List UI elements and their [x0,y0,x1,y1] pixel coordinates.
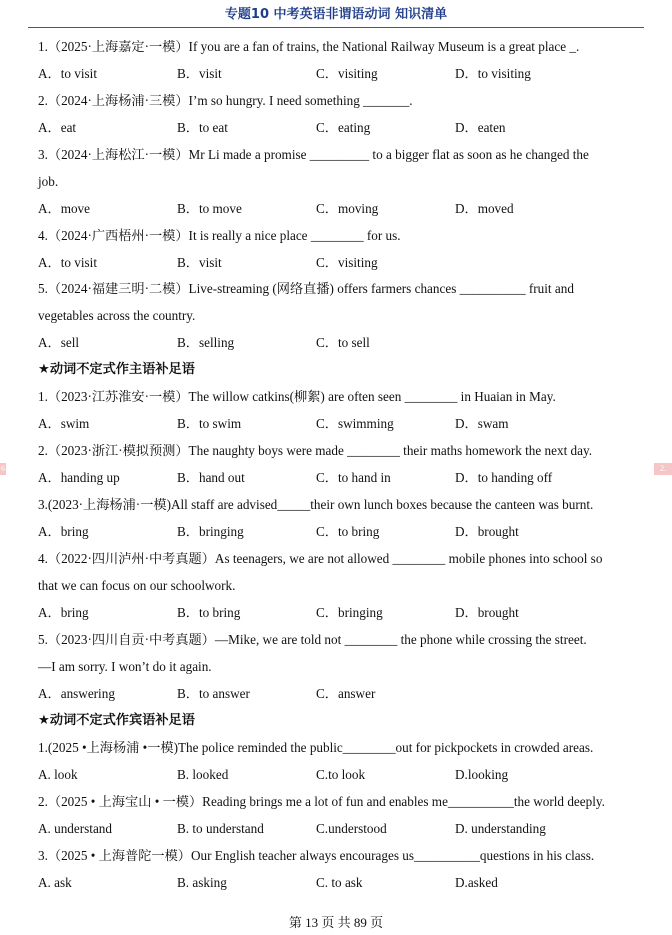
options-row [38,120,638,136]
question-stem: 2.（2025 • 上海宝山 • 一模）Reading brings me a lot of fun and enables me__________the world deeply. [38,794,605,809]
options-row [38,524,638,540]
option-d[interactable]: D. understanding [455,821,546,836]
option-d[interactable]: D．swam [455,416,509,431]
question-stem-cont: job. [38,174,59,189]
option-a[interactable]: A．answering [38,686,115,701]
header-rule [28,27,644,28]
option-c[interactable]: C.understood [316,821,387,836]
question-stem-cont: —I am sorry. I won’t do it again. [38,659,212,674]
option-d[interactable]: D．eaten [455,120,506,135]
option-a[interactable]: A. ask [38,875,72,890]
section-title: ★动词不定式作主语补足语 [38,362,195,377]
question-stem: 1.(2025 •上海杨浦 •一模)The police reminded the public________out for pickpockets in crowded areas. [38,740,594,755]
option-d[interactable]: D．to handing off [455,470,553,485]
option-c[interactable]: C．to bring [316,524,380,539]
question-stem-cont: that we can focus on our schoolwork. [38,578,236,593]
option-c[interactable]: C．to sell [316,335,370,350]
option-d[interactable]: D.asked [455,875,498,890]
option-c[interactable]: C. to ask [316,875,363,890]
option-d[interactable]: D．brought [455,524,519,539]
option-b[interactable]: B. to understand [177,821,264,836]
option-b[interactable]: B. looked [177,767,229,782]
option-c[interactable]: C．answer [316,686,376,701]
right-edge-mark: 2. [654,463,672,475]
question-stem: 5.（2023·四川自贡·中考真题）—Mike, we are told not ________ the phone while crossing the street. [38,632,587,647]
option-b[interactable]: B．visit [177,255,222,270]
options-row [38,416,638,432]
option-c[interactable]: C．visiting [316,66,378,81]
option-d[interactable]: D．brought [455,605,519,620]
options-row [38,767,638,783]
option-b[interactable]: B．to answer [177,686,250,701]
options-row [38,66,638,82]
page-number-footer: 第 13 页 共 89 页 [288,915,384,930]
option-a[interactable]: A．to visit [38,66,97,81]
option-a[interactable]: A．eat [38,120,77,135]
option-a[interactable]: A. understand [38,821,112,836]
option-b[interactable]: B．to swim [177,416,242,431]
options-row [38,686,638,702]
option-c[interactable]: C．eating [316,120,371,135]
option-b[interactable]: B．to bring [177,605,241,620]
question-stem: 1.（2023·江苏淮安·一模）The willow catkins(柳絮) are often seen ________ in Huaian in May. [38,389,556,404]
option-a[interactable]: A．swim [38,416,90,431]
question-stem: 3.（2024·上海松江·一模）Mr Li made a promise _________ to a bigger flat as soon as he changed the [38,147,589,162]
question-stem: 2.（2024·上海杨浦·三模）I’m so hungry. I need something _______. [38,93,413,108]
left-edge-mark: 6 [1,464,5,473]
question-stem: 4.（2022·四川泸州·中考真题）As teenagers, we are not allowed ________ mobile phones into school so [38,551,603,566]
option-a[interactable]: A．to visit [38,255,97,270]
options-row [38,875,638,891]
question-stem: 4.（2024·广西梧州·一模）It is really a nice place ________ for us. [38,228,401,243]
option-c[interactable]: C．visiting [316,255,378,270]
question-stem: 3.（2025 • 上海普陀一模）Our English teacher always encourages us__________questions in his class. [38,848,595,863]
question-stem: 5.（2024·福建三明·二模）Live-streaming (网络直播) offers farmers chances __________ fruit and [38,281,574,296]
options-row [38,605,638,621]
option-a[interactable]: A. look [38,767,78,782]
section-title: ★动词不定式作宾语补足语 [38,713,195,728]
option-b[interactable]: B．to eat [177,120,228,135]
option-d[interactable]: D．moved [455,201,514,216]
option-c[interactable]: C.to look [316,767,366,782]
option-a[interactable]: A．bring [38,524,89,539]
question-stem: 1.（2025·上海嘉定·一模）If you are a fan of trains, the National Railway Museum is a great place _. [38,39,580,54]
option-a[interactable]: A．bring [38,605,89,620]
option-b[interactable]: B．to move [177,201,242,216]
option-b[interactable]: B. asking [177,875,227,890]
options-row [38,470,638,486]
question-stem: 2.（2023·浙江·模拟预测）The naughty boys were made ________ their maths homework the next day. [38,443,593,458]
option-b[interactable]: B．hand out [177,470,245,485]
options-row [38,255,638,271]
question-stem-cont: vegetables across the country. [38,308,196,323]
option-b[interactable]: B．bringing [177,524,244,539]
option-a[interactable]: A．handing up [38,470,120,485]
option-a[interactable]: A．move [38,201,91,216]
option-c[interactable]: C．bringing [316,605,383,620]
page-header: 专题10 中考英语非谓语动词 知识清单 [224,7,448,22]
option-c[interactable]: C．swimming [316,416,394,431]
option-d[interactable]: D．to visiting [455,66,531,81]
options-row [38,335,638,351]
option-b[interactable]: B．selling [177,335,235,350]
option-c[interactable]: C．to hand in [316,470,391,485]
option-d[interactable]: D.looking [455,767,509,782]
options-row [38,201,638,217]
option-c[interactable]: C．moving [316,201,379,216]
options-row [38,821,638,837]
option-b[interactable]: B．visit [177,66,222,81]
option-a[interactable]: A．sell [38,335,80,350]
question-stem: 3.(2023·上海杨浦·一模)All staff are advised_____their own lunch boxes because the canteen was burnt. [38,497,594,512]
